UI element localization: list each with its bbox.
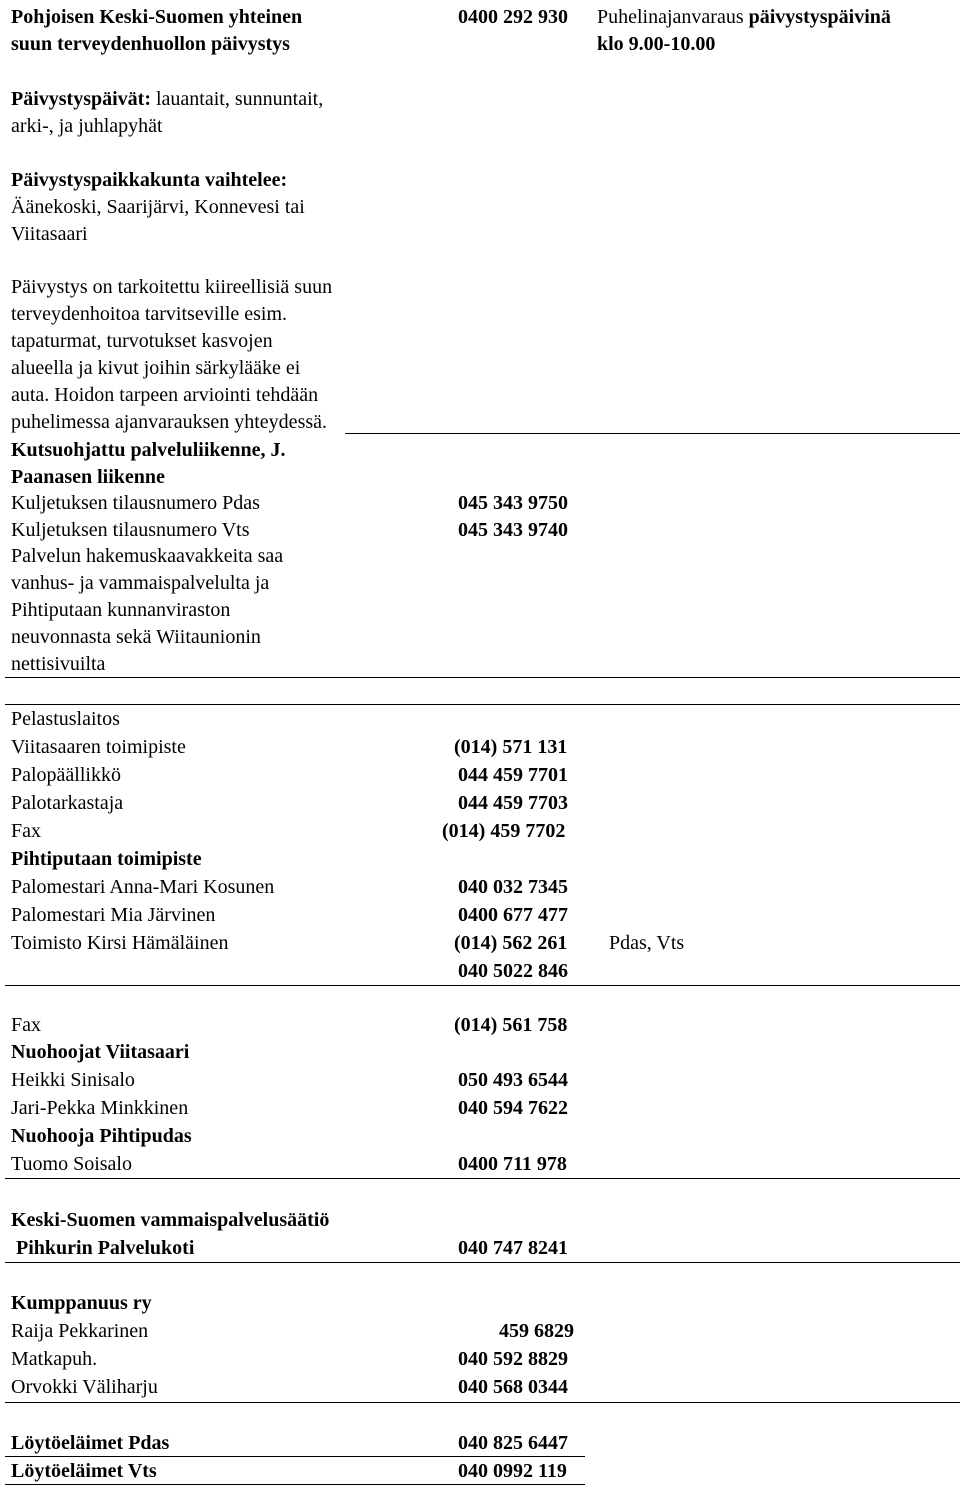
duty-location-line2: Viitasaari — [11, 223, 88, 245]
description-line: terveydenhoitoa tarvitseville esim. — [11, 303, 288, 325]
sweeper-name: Heikki Sinisalo — [11, 1069, 135, 1091]
duty-location-line1: Äänekoski, Saarijärvi, Konnevesi tai — [11, 196, 305, 218]
divider — [5, 1456, 585, 1457]
booking-prefix: Puhelinajanvaraus — [597, 6, 749, 28]
service-title-line2: suun terveydenhuollon päivystys — [11, 33, 290, 55]
rescue-row-phone: 044 459 7701 — [458, 764, 568, 786]
booking-hours: klo 9.00-10.00 — [597, 33, 716, 55]
kumppanuus-row-label: Matkapuh. — [11, 1348, 98, 1370]
rescue-fax-phone: (014) 561 758 — [454, 1014, 568, 1036]
transport-row-phone: 045 343 9750 — [458, 492, 568, 514]
duty-days — [11, 86, 323, 113]
transport-note-line: vanhus- ja vammaispalvelulta ja — [11, 572, 270, 594]
description-line: Päivystys on tarkoitettu kiireellisiä suun — [11, 276, 333, 298]
transport-note-line: Pihtiputaan kunnanviraston — [11, 599, 231, 621]
transport-row-label: Kuljetuksen tilausnumero Vts — [11, 519, 250, 541]
rescue-row-phone: 040 032 7345 — [458, 876, 568, 898]
booking-text — [597, 4, 891, 31]
divider — [5, 1178, 960, 1179]
rescue-row-label: Palomestari Mia Järvinen — [11, 904, 216, 926]
divider — [5, 1402, 960, 1403]
transport-note-line: neuvonnasta sekä Wiitaunionin — [11, 626, 261, 648]
rescue-row-label: Viitasaaren toimipiste — [11, 736, 186, 758]
kumppanuus-row-phone: 040 568 0344 — [458, 1376, 568, 1398]
divider — [345, 433, 960, 434]
sweepers-pihtipudas-heading: Nuohooja Pihtipudas — [11, 1125, 192, 1147]
service-title-line1: Pohjoisen Keski-Suomen yhteinen — [11, 6, 303, 28]
lost-animals-phone: 040 0992 119 — [458, 1460, 567, 1482]
rescue-row-label: Fax — [11, 820, 41, 842]
kumppanuus-heading: Kumppanuus ry — [11, 1292, 152, 1314]
rescue-row-note: Pdas, Vts — [609, 932, 685, 954]
duty-days-text: lauantait, sunnuntait, — [151, 88, 324, 110]
kumppanuus-row-label: Raija Pekkarinen — [11, 1320, 149, 1342]
divider — [5, 1262, 960, 1263]
duty-days-label: Päivystyspäivät: — [11, 88, 151, 110]
transport-note-line: nettisivuilta — [11, 653, 106, 675]
lost-animals-label: Löytöeläimet Vts — [11, 1460, 157, 1482]
kumppanuus-row-phone: 459 6829 — [499, 1320, 574, 1342]
rescue-row-phone: (014) 571 131 — [454, 736, 568, 758]
transport-heading-line2: Paanasen liikenne — [11, 466, 165, 488]
rescue-row-label: Palomestari Anna-Mari Kosunen — [11, 876, 275, 898]
booking-days: päivystyspäivinä — [748, 6, 891, 28]
lost-animals-label: Löytöeläimet Pdas — [11, 1432, 170, 1454]
transport-note-line: Palvelun hakemuskaavakkeita saa — [11, 545, 284, 567]
rescue-row-phone: 0400 677 477 — [458, 904, 568, 926]
rescue-row-phone: (014) 562 261 — [454, 932, 568, 954]
rescue-row-label: Palopäällikkö — [11, 764, 121, 786]
sweeper-phone: 0400 711 978 — [458, 1153, 567, 1175]
description-line: puhelimessa ajanvarauksen yhteydessä. — [11, 411, 328, 433]
divider — [5, 704, 960, 705]
foundation-label: Pihkurin Palvelukoti — [11, 1237, 195, 1259]
rescue-fax-label: Fax — [11, 1014, 41, 1036]
rescue-heading: Pelastuslaitos — [11, 708, 120, 730]
sweeper-name: Jari-Pekka Minkkinen — [11, 1097, 189, 1119]
foundation-heading: Keski-Suomen vammaispalvelusäätiö — [11, 1209, 330, 1231]
foundation-phone: 040 747 8241 — [458, 1237, 568, 1259]
duty-days-line2: arki-, ja juhlapyhät — [11, 115, 163, 137]
divider — [5, 1484, 585, 1485]
transport-heading-line1: Kutsuohjattu palveluliikenne, J. — [11, 439, 286, 461]
description-line: alueella ja kivut joihin särkylääke ei — [11, 357, 301, 379]
kumppanuus-row-phone: 040 592 8829 — [458, 1348, 568, 1370]
rescue-row-label: Toimisto Kirsi Hämäläinen — [11, 932, 229, 954]
kumppanuus-row-label: Orvokki Väliharju — [11, 1376, 158, 1398]
rescue-row-label: Palotarkastaja — [11, 792, 124, 814]
sweepers-viitasaari-heading: Nuohoojat Viitasaari — [11, 1041, 190, 1063]
divider — [5, 677, 960, 678]
transport-row-phone: 045 343 9740 — [458, 519, 568, 541]
divider — [5, 985, 960, 986]
sweeper-phone: 040 594 7622 — [458, 1097, 568, 1119]
rescue-row-phone: (014) 459 7702 — [442, 820, 566, 842]
description-line: auta. Hoidon tarpeen arviointi tehdään — [11, 384, 319, 406]
pihtipudas-heading: Pihtiputaan toimipiste — [11, 848, 202, 870]
office-phone-2: 040 5022 846 — [458, 960, 568, 982]
duty-location-label: Päivystyspaikkakunta vaihtelee: — [11, 169, 288, 191]
rescue-row-phone: 044 459 7703 — [458, 792, 568, 814]
transport-row-label: Kuljetuksen tilausnumero Pdas — [11, 492, 260, 514]
service-phone: 0400 292 930 — [458, 6, 568, 28]
sweeper-phone: 050 493 6544 — [458, 1069, 568, 1091]
lost-animals-phone: 040 825 6447 — [458, 1432, 568, 1454]
description-line: tapaturmat, turvotukset kasvojen — [11, 330, 273, 352]
sweeper-name: Tuomo Soisalo — [11, 1153, 132, 1175]
